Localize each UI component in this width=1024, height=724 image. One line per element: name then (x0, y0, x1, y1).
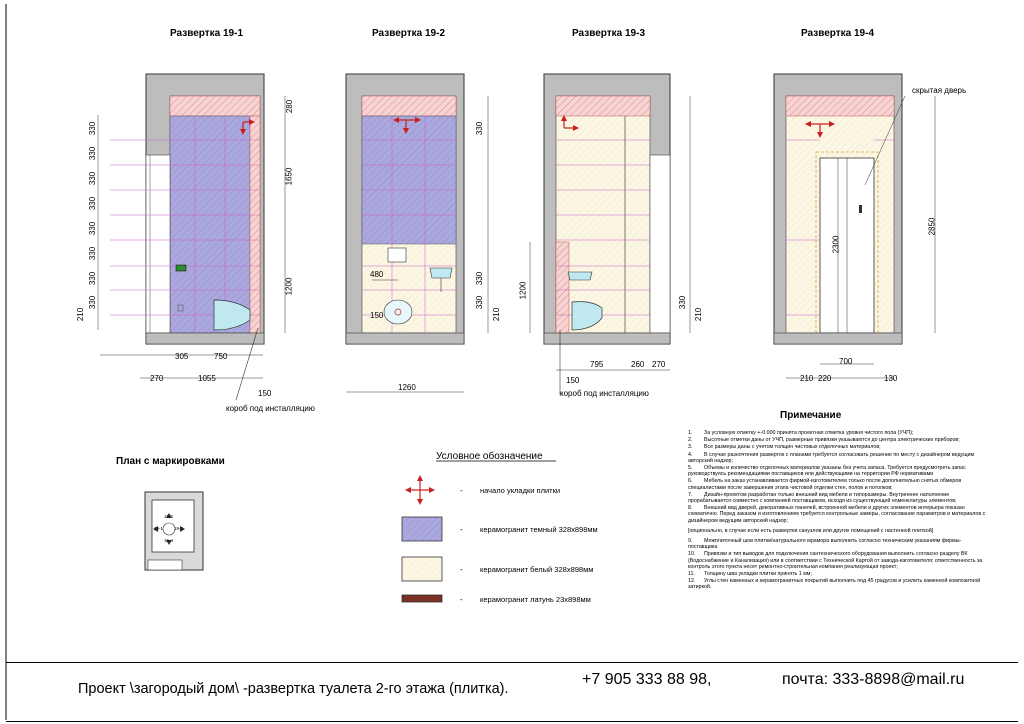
dim-label: 330 (88, 221, 98, 236)
plan-title: План с маркировками (116, 456, 225, 467)
dim-label: 330 (88, 146, 98, 161)
legend-item: керамогранит темный 328х898мм (480, 525, 598, 534)
note-item: 7. Дизайн-проектом разработан только внешний вид мебели и типоразмеры. Внутреннее наполнение прорабатывается совместно с компанией поставщиком, исходя из существующей номенклатуры элементов; (688, 491, 957, 505)
elevation-title-19-2: Развертка 19-2 (372, 28, 446, 39)
dim-label: 700 (839, 357, 853, 366)
note-item: 2. Высотные отметки даны от УЧП, размерные привязки указываются до центра электрических приборов; (688, 437, 960, 444)
note-item: 8. Внешний вид дверей, декоративных панелей, встроенной мебели и других элементов интерьера показан схематично. Перед заказом и изготовлением требуется контрольные замеры, согласование параметров и материалов с дизайнером ведущим авторский надзор; (688, 505, 986, 524)
note-item: 4. В случае разночтения разверток с планами требуется согласовать решение по месту с дизайнером ведущим авторский надзор; (688, 451, 975, 464)
dim-label: 270 (150, 374, 164, 383)
svg-text:-: - (460, 595, 463, 604)
svg-text:-: - (460, 565, 463, 574)
note-item: 5. Объемы и количество отделочных материалов указаны без учета запаса. Требуется предусмотреть запас руководствуясь рекомендациями поставщиков или действующими на территории РФ нормативами (688, 465, 966, 478)
plan-drawing (145, 492, 203, 570)
dim-label: 330 (88, 271, 98, 286)
elevation-title-19-1: Развертка 19-1 (170, 28, 244, 39)
dim-label: 260 (631, 360, 645, 369)
dim-label: 330 (88, 295, 98, 310)
legend-title: Условное обозначение (436, 451, 543, 462)
dim-label: 210 (800, 374, 814, 383)
dim-label: 150 (370, 311, 384, 320)
dim-label: 210 (694, 307, 704, 322)
dim-label: 1055 (198, 374, 216, 383)
dim-label: 330 (475, 295, 485, 310)
note-item: 6. Мебель на заказ устанавливается фирмой-изготовителем только после дополнительно снятых обмеров специалистами после завершения этапа чистовой отделки стен, полов и потолков; (688, 478, 962, 491)
legend-item: начало укладки плитки (480, 486, 561, 495)
dim-label: 2850 (927, 217, 937, 236)
dim-label: 1200 (518, 281, 528, 300)
annotation-hidden-door: скрытая дверь (912, 86, 967, 95)
note-item: [опционально, в случае если есть развертки санузлов или других помещений с настенной плиткой] (688, 527, 934, 534)
dim-label: 330 (88, 171, 98, 186)
legend-item: керамогранит белый 328х898мм (480, 565, 594, 574)
dim-label: 1200 (284, 277, 294, 296)
note-item: 12. Углы стен каменных и керамогранитных покрытий выполнить под 45 градусов и усилить каменной композитной затиркой. (688, 578, 981, 591)
dim-label: 1650 (284, 167, 294, 186)
note-item: 11. Толщину шва укладки плитки принять 1 мм; (688, 571, 812, 578)
note-item: 3. Все размеры даны с учетом толщин чистовых отделочных материалов; (688, 444, 881, 451)
contact-email: почта: 333-8898@mail.ru (782, 671, 965, 688)
dim-label: 480 (370, 270, 384, 279)
annotation-installation-box-3: короб под инсталляцию (560, 389, 649, 398)
plan-mark: 19-2 (164, 514, 174, 519)
dim-label: 150 (566, 376, 580, 385)
legend-item: керамогранит латунь 23х898мм (480, 595, 591, 604)
dim-label: 130 (884, 374, 898, 383)
contact-phone: +7 905 333 88 98, (582, 671, 712, 688)
dim-label: 330 (475, 121, 485, 136)
project-title: Проект \загородый дом\ -развертка туалета 2-го этажа (плитка). (78, 681, 509, 697)
dim-label: 210 (76, 307, 86, 322)
elevation-title-19-3: Развертка 19-3 (572, 28, 646, 39)
note-item: 1. За условную отметку +-0.000 принята проектная отметка уровня чистого пола (УЧП); (688, 430, 914, 436)
dim-label: 330 (475, 271, 485, 286)
elevation-19-4 (774, 74, 935, 378)
notes-title: Примечание (780, 410, 842, 421)
dim-label: 330 (88, 121, 98, 136)
elevation-19-3 (530, 74, 690, 370)
dim-label: 1260 (398, 383, 416, 392)
annotation-installation-box-1: короб под инсталляцию (226, 404, 315, 413)
title-block (6, 662, 1018, 722)
note-item: 9. Межплиточный шов плитки/натурального мрамора выполнить согласно техническим указаниям фирмы-поставщика (688, 538, 962, 551)
svg-text:-: - (460, 486, 463, 495)
dim-label: 280 (285, 99, 295, 114)
plan-mark: 19-3 (174, 526, 184, 531)
elevation-19-2 (346, 74, 488, 392)
dim-label: 330 (88, 196, 98, 211)
dim-label: 210 (492, 307, 502, 322)
plan-mark: 19-4 (164, 538, 174, 543)
dim-label: 2300 (831, 235, 841, 254)
dim-label: 220 (818, 374, 832, 383)
plan-mark: 19-1 (154, 526, 164, 531)
dim-label: 150 (258, 389, 272, 398)
dim-label: 305 (175, 352, 189, 361)
dim-label: 270 (652, 360, 666, 369)
elevation-title-19-4: Развертка 19-4 (801, 28, 875, 39)
dim-label: 330 (88, 246, 98, 261)
svg-text:-: - (460, 525, 463, 534)
dim-label: 750 (214, 352, 228, 361)
dim-label: 330 (678, 295, 688, 310)
notes-list (688, 430, 988, 592)
note-item: 10. Привязки и тип выводов для подключения сантехнического оборудования выполнить согласно разделу ВК (Водоснабжение и Канализация) или в соответствии с Технической Картой от завода-изготовителя; ответственность за контроль этого пункта несет ремонтно-строительная компания реализующая проект; (688, 551, 983, 570)
dim-label: 795 (590, 360, 604, 369)
